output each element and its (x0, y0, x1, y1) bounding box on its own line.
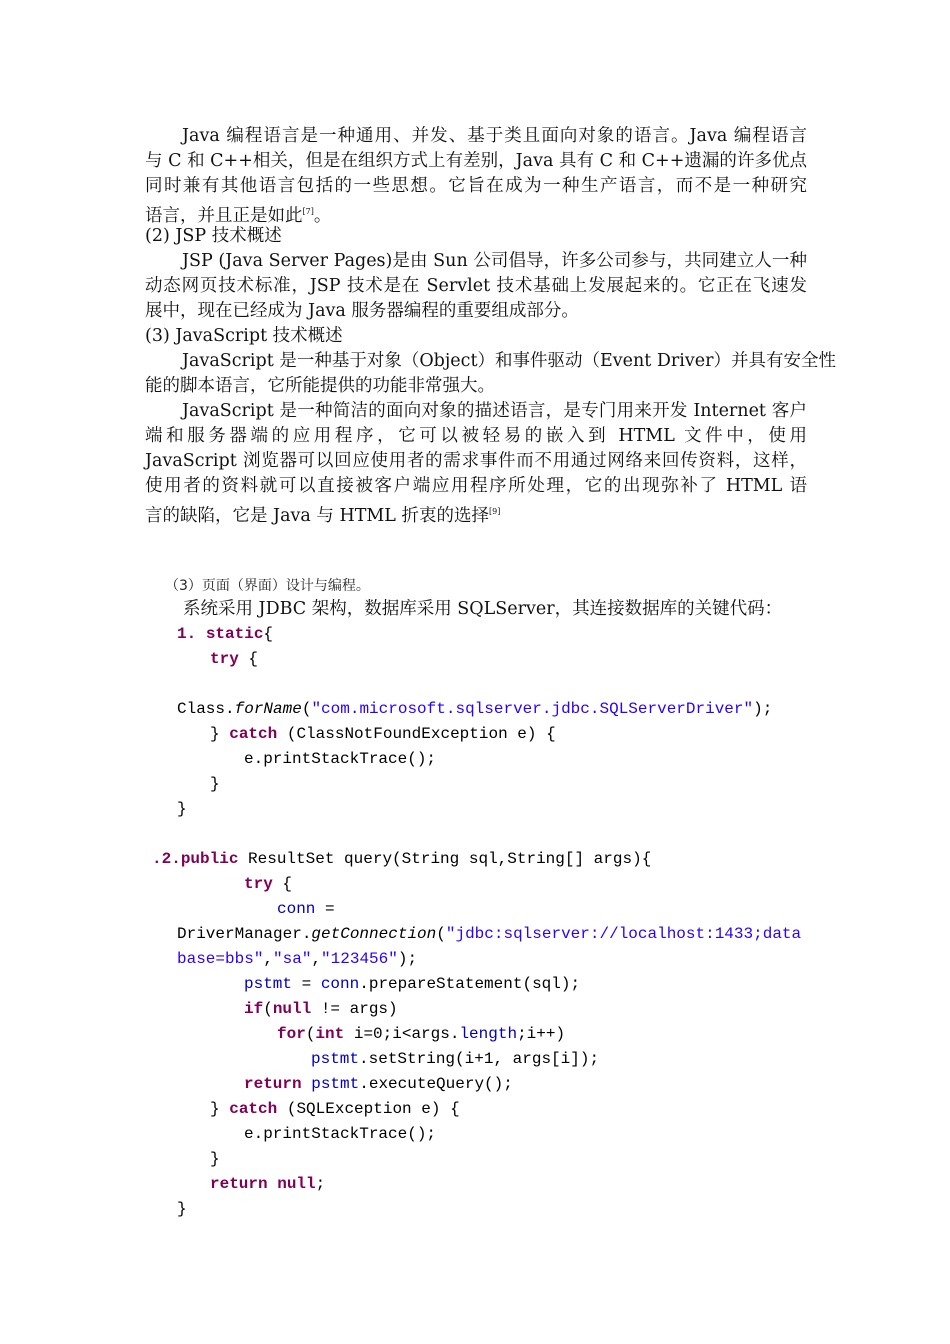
code-token: catch (229, 725, 278, 743)
text-line: JavaScript 是一种简洁的面向对象的描述语言，是专门用来开发 Internet 客户 (182, 401, 807, 421)
code-token: conn (277, 900, 316, 918)
text-line: 端和服务器端的应用程序，它可以被轻易的嵌入到 HTML 文件中，使用 (145, 426, 807, 446)
code-token: base=bbs" (177, 950, 264, 968)
code-token: .2. (152, 850, 181, 868)
code-line (177, 922, 801, 947)
code-token: conn (320, 975, 360, 993)
heading-text: (3) JavaScript 技术概述 (145, 326, 343, 346)
code-token: (SQLException e) { (277, 1100, 460, 1118)
text-line: 同时兼有其他语言包括的一些思想。它旨在成为一种生产语言，而不是一种研究 (145, 176, 807, 196)
code-line (210, 647, 258, 672)
code-token: DriverManager. (177, 925, 312, 943)
text-span: 。 (313, 205, 332, 226)
text-span: 言的缺陷，它是 Java 与 HTML 折衷的选择 (145, 505, 489, 526)
code-token: null (272, 1000, 312, 1018)
code-token: ( (305, 1025, 316, 1043)
code-token: { (263, 625, 274, 643)
code-token: length (459, 1025, 518, 1043)
text-span: 语言，并且正是如此 (145, 205, 303, 226)
code-line (244, 972, 580, 997)
code-token: return (210, 1175, 268, 1193)
citation-ref: [7] (302, 207, 314, 216)
code-line: e.printStackTrace(); (244, 1125, 437, 1143)
text-line (145, 499, 500, 524)
text-line: Java 编程语言是一种通用、并发、基于类且面向对象的语言。Java 编程语言 (182, 126, 807, 146)
code-token: "com.microsoft.sqlserver.jdbc.SQLServerDriver" (311, 700, 754, 718)
code-token: for (277, 1025, 306, 1043)
code-token: forName (234, 700, 302, 718)
code-token: ); (397, 950, 418, 968)
code-token: pstmt (244, 975, 293, 993)
code-token: 1. (177, 625, 197, 643)
code-line: } (177, 1200, 187, 1218)
code-line (152, 847, 651, 872)
code-line: } (210, 1150, 220, 1168)
code-line (277, 897, 335, 922)
text-line: JSP (Java Server Pages)是由 Sun 公司倡导，许多公司参与，共同建立人一种 (182, 251, 807, 271)
code-token: try (210, 650, 239, 668)
code-token: "sa" (273, 950, 312, 968)
text-line: 动态网页技术标准，JSP 技术是在 Servlet 技术基础上发展起来的。它正在飞速发 (145, 276, 807, 296)
text-line: 与 C 和 C++相关，但是在组织方式上有差别，Java 具有 C 和 C++遗漏的许多优点 (145, 151, 807, 171)
text-line: 系统采用 JDBC 架构，数据库采用 SQLServer，其连接数据库的关键代码： (183, 599, 783, 619)
code-token: ( (263, 1000, 273, 1018)
code-token: public (180, 850, 239, 868)
subsection-title: （3）页面（界面）设计与编程。 (165, 578, 370, 594)
heading-text: (2) JSP 技术概述 (145, 226, 282, 246)
code-token: (ClassNotFoundException e) { (277, 725, 556, 743)
code-line (244, 1072, 513, 1097)
code-token: } (210, 1100, 220, 1118)
code-token: .setString(i+1, args[i]); (359, 1050, 600, 1068)
code-line (311, 1047, 599, 1072)
code-token: ;i++) (517, 1025, 566, 1043)
code-token: { (272, 875, 293, 893)
code-line (244, 872, 292, 897)
code-token: try (244, 875, 273, 893)
code-token: .executeQuery(); (359, 1075, 513, 1093)
text-line (145, 199, 331, 224)
text-line: 使用者的资料就可以直接被客户端应用程序所处理，它的出现弥补了 HTML 语 (145, 476, 807, 496)
code-token: pstmt (311, 1050, 360, 1068)
code-line (210, 1172, 325, 1197)
citation-ref: [9] (489, 507, 501, 516)
code-token: static (205, 625, 264, 643)
code-token: } (210, 725, 220, 743)
text-line: 展中，现在已经成为 Java 服务器编程的重要组成部分。 (145, 301, 579, 321)
text-line: JavaScript 是一种基于对象（Object）和事件驱动（Event Driver）并具有安全性 (182, 351, 836, 371)
code-token: Class. (177, 700, 235, 718)
code-token: = (292, 975, 321, 993)
text-line: 能的脚本语言，它所能提供的功能非常强大。 (145, 376, 495, 396)
code-token: if (244, 1000, 264, 1018)
code-token: int (315, 1025, 345, 1043)
code-token: , (263, 950, 274, 968)
code-token: "123456" (321, 950, 398, 968)
code-line: } (177, 800, 187, 818)
code-token: ( (436, 925, 446, 943)
code-token: getConnection (311, 925, 437, 943)
code-token: ( (301, 700, 312, 718)
code-token: return (244, 1075, 302, 1093)
code-line: } (210, 775, 220, 793)
code-token: pstmt (311, 1075, 360, 1093)
code-token: null (277, 1175, 316, 1193)
code-token: .prepareStatement(sql); (359, 975, 581, 993)
code-token: , (311, 950, 322, 968)
code-line (277, 1022, 565, 1047)
code-token: catch (229, 1100, 278, 1118)
code-token: ResultSet query(String sql,String[] args){ (238, 850, 652, 868)
code-token: "jdbc:sqlserver://localhost:1433;data (445, 925, 802, 943)
code-line (177, 622, 273, 647)
code-token: != args) (311, 1000, 398, 1018)
code-token: i=0;i<args. (344, 1025, 460, 1043)
code-line (244, 997, 398, 1022)
code-line: e.printStackTrace(); (244, 750, 437, 768)
code-token: ); (753, 700, 773, 718)
code-token: = (315, 900, 335, 918)
text-line: JavaScript 浏览器可以回应使用者的需求事件而不用通过网络来回传资料，这样， (145, 451, 807, 471)
code-token: { (238, 650, 259, 668)
code-line (210, 1097, 460, 1122)
code-token: ; (315, 1175, 326, 1193)
code-line (210, 722, 556, 747)
code-line (177, 947, 417, 972)
code-line (177, 697, 772, 722)
